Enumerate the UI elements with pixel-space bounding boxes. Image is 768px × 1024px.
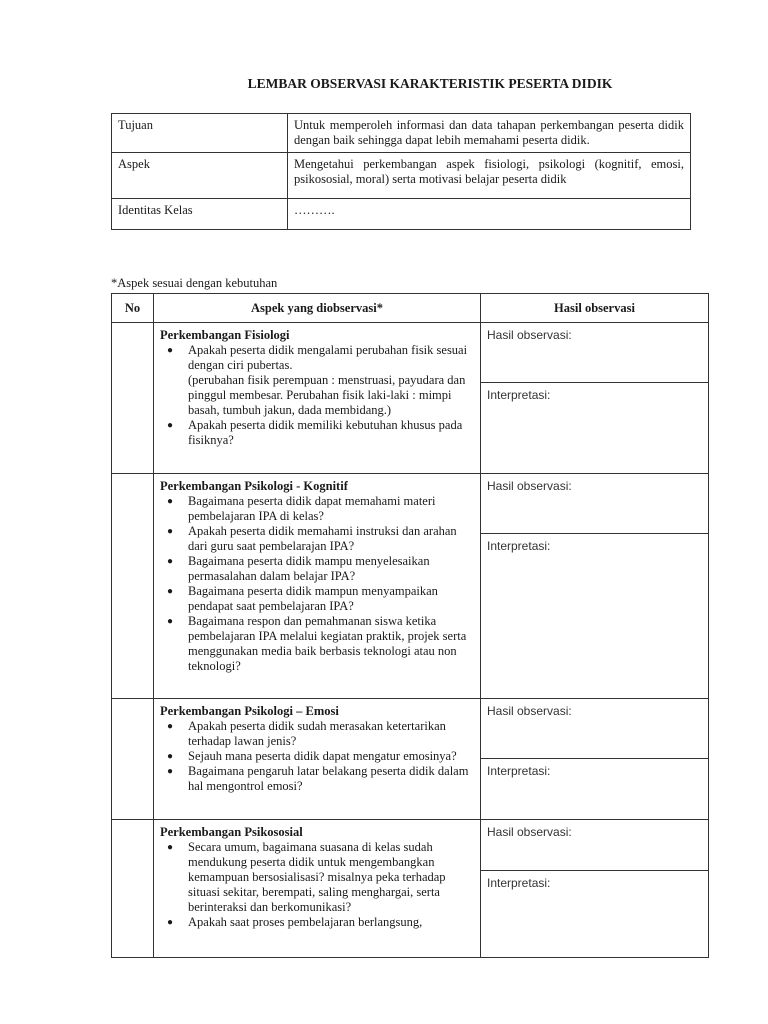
question-list: [160, 418, 476, 448]
aspect-cell: [154, 474, 481, 699]
aspect-note: *Aspek sesuai dengan kebutuhan: [111, 276, 278, 290]
section-title: Perkembangan Fisiologi: [160, 328, 290, 342]
list-item: ● Bagaimana pengaruh latar belakang peserta didik dalam hal mengontrol emosi?: [164, 764, 476, 794]
info-label: Aspek: [112, 153, 288, 199]
question-list: [160, 840, 476, 930]
document-title: LEMBAR OBSERVASI KARAKTERISTIK PESERTA DIDIK: [247, 76, 613, 91]
question-list: [160, 343, 476, 373]
question-list: [160, 494, 476, 674]
list-item: ● Apakah peserta didik memahami instruksi dan arahan dari guru saat pembelarajan IPA?: [164, 524, 476, 554]
aspect-cell: [154, 323, 481, 474]
row-number: [112, 820, 154, 958]
info-row-tujuan: [112, 114, 691, 153]
info-row-identitas: [112, 199, 691, 230]
list-item: ● Sejauh mana peserta didik dapat mengatur emosinya?: [164, 749, 476, 764]
header-aspek: Aspek yang diobservasi*: [154, 294, 481, 323]
question-list: [160, 719, 476, 794]
list-item: ● Bagaimana peserta didik dapat memahami materi pembelajaran IPA di kelas?: [164, 494, 476, 524]
info-row-aspek: [112, 153, 691, 199]
hasil-observasi-cell[interactable]: Hasil observasi:: [481, 699, 709, 759]
info-value: Mengetahui perkembangan aspek fisiologi, psikologi (kognitif, emosi, psikososial, moral) serta motivasi belajar peserta didik: [288, 153, 691, 199]
observation-table: [111, 293, 709, 958]
row-number: [112, 699, 154, 820]
list-item: ● Apakah saat proses pembelajaran berlangsung,: [164, 915, 476, 930]
list-item: ● Apakah peserta didik sudah merasakan ketertarikan terhadap lawan jenis?: [164, 719, 476, 749]
interpretasi-cell[interactable]: Interpretasi:: [481, 871, 709, 958]
aspect-cell: [154, 820, 481, 958]
interpretasi-cell[interactable]: Interpretasi:: [481, 534, 709, 699]
interpretasi-cell[interactable]: Interpretasi:: [481, 759, 709, 820]
table-row: [112, 699, 709, 759]
hasil-observasi-cell[interactable]: Hasil observasi:: [481, 820, 709, 871]
info-table: [111, 113, 691, 230]
interpretasi-cell[interactable]: Interpretasi:: [481, 383, 709, 474]
header-no: No: [112, 294, 154, 323]
row-number: [112, 474, 154, 699]
table-header: [112, 294, 709, 323]
section-title: Perkembangan Psikologi - Kognitif: [160, 479, 348, 493]
table-row: [112, 474, 709, 534]
info-label: Tujuan: [112, 114, 288, 153]
table-row: [112, 323, 709, 383]
list-item: ● Apakah peserta didik mengalami perubahan fisik sesuai dengan ciri pubertas.: [164, 343, 476, 373]
list-item: ● Bagaimana peserta didik mampun menyampaikan pendapat saat pembelajaran IPA?: [164, 584, 476, 614]
section-title: Perkembangan Psikologi – Emosi: [160, 704, 339, 718]
hasil-observasi-cell[interactable]: Hasil observasi:: [481, 474, 709, 534]
info-value: Untuk memperoleh informasi dan data tahapan perkembangan peserta didik dengan baik sehingga dapat lebih memahami peserta didik.: [288, 114, 691, 153]
hasil-observasi-cell[interactable]: Hasil observasi:: [481, 323, 709, 383]
row-number: [112, 323, 154, 474]
list-item: ● Apakah peserta didik memiliki kebutuhan khusus pada fisiknya?: [164, 418, 476, 448]
info-value: ……….: [288, 199, 691, 230]
sub-note: (perubahan fisik perempuan : menstruasi, payudara dan pinggul membesar. Perubahan fisik laki-laki : mimpi basah, tumbuh jakun, dada membidang.): [188, 373, 466, 417]
list-item: ● Bagaimana peserta didik mampu menyelesaikan permasalahan dalam belajar IPA?: [164, 554, 476, 584]
list-item: ● Bagaimana respon dan pemahmanan siswa ketika pembelajaran IPA melalui kegiatan praktik, projek serta menggunakan media baik berbasis teknologi atau non teknologi?: [164, 614, 476, 674]
info-label: Identitas Kelas: [112, 199, 288, 230]
header-hasil: Hasil observasi: [481, 294, 709, 323]
table-row: [112, 820, 709, 871]
aspect-cell: [154, 699, 481, 820]
section-title: Perkembangan Psikososial: [160, 825, 303, 839]
list-item: ● Secara umum, bagaimana suasana di kelas sudah mendukung peserta didik untuk mengembangkan kemampuan bersosialisasi? misalnya peka terhadap situasi sekitar, berempati, saling menghargai, serta berinteraksi dan berkomunikasi?: [164, 840, 476, 915]
